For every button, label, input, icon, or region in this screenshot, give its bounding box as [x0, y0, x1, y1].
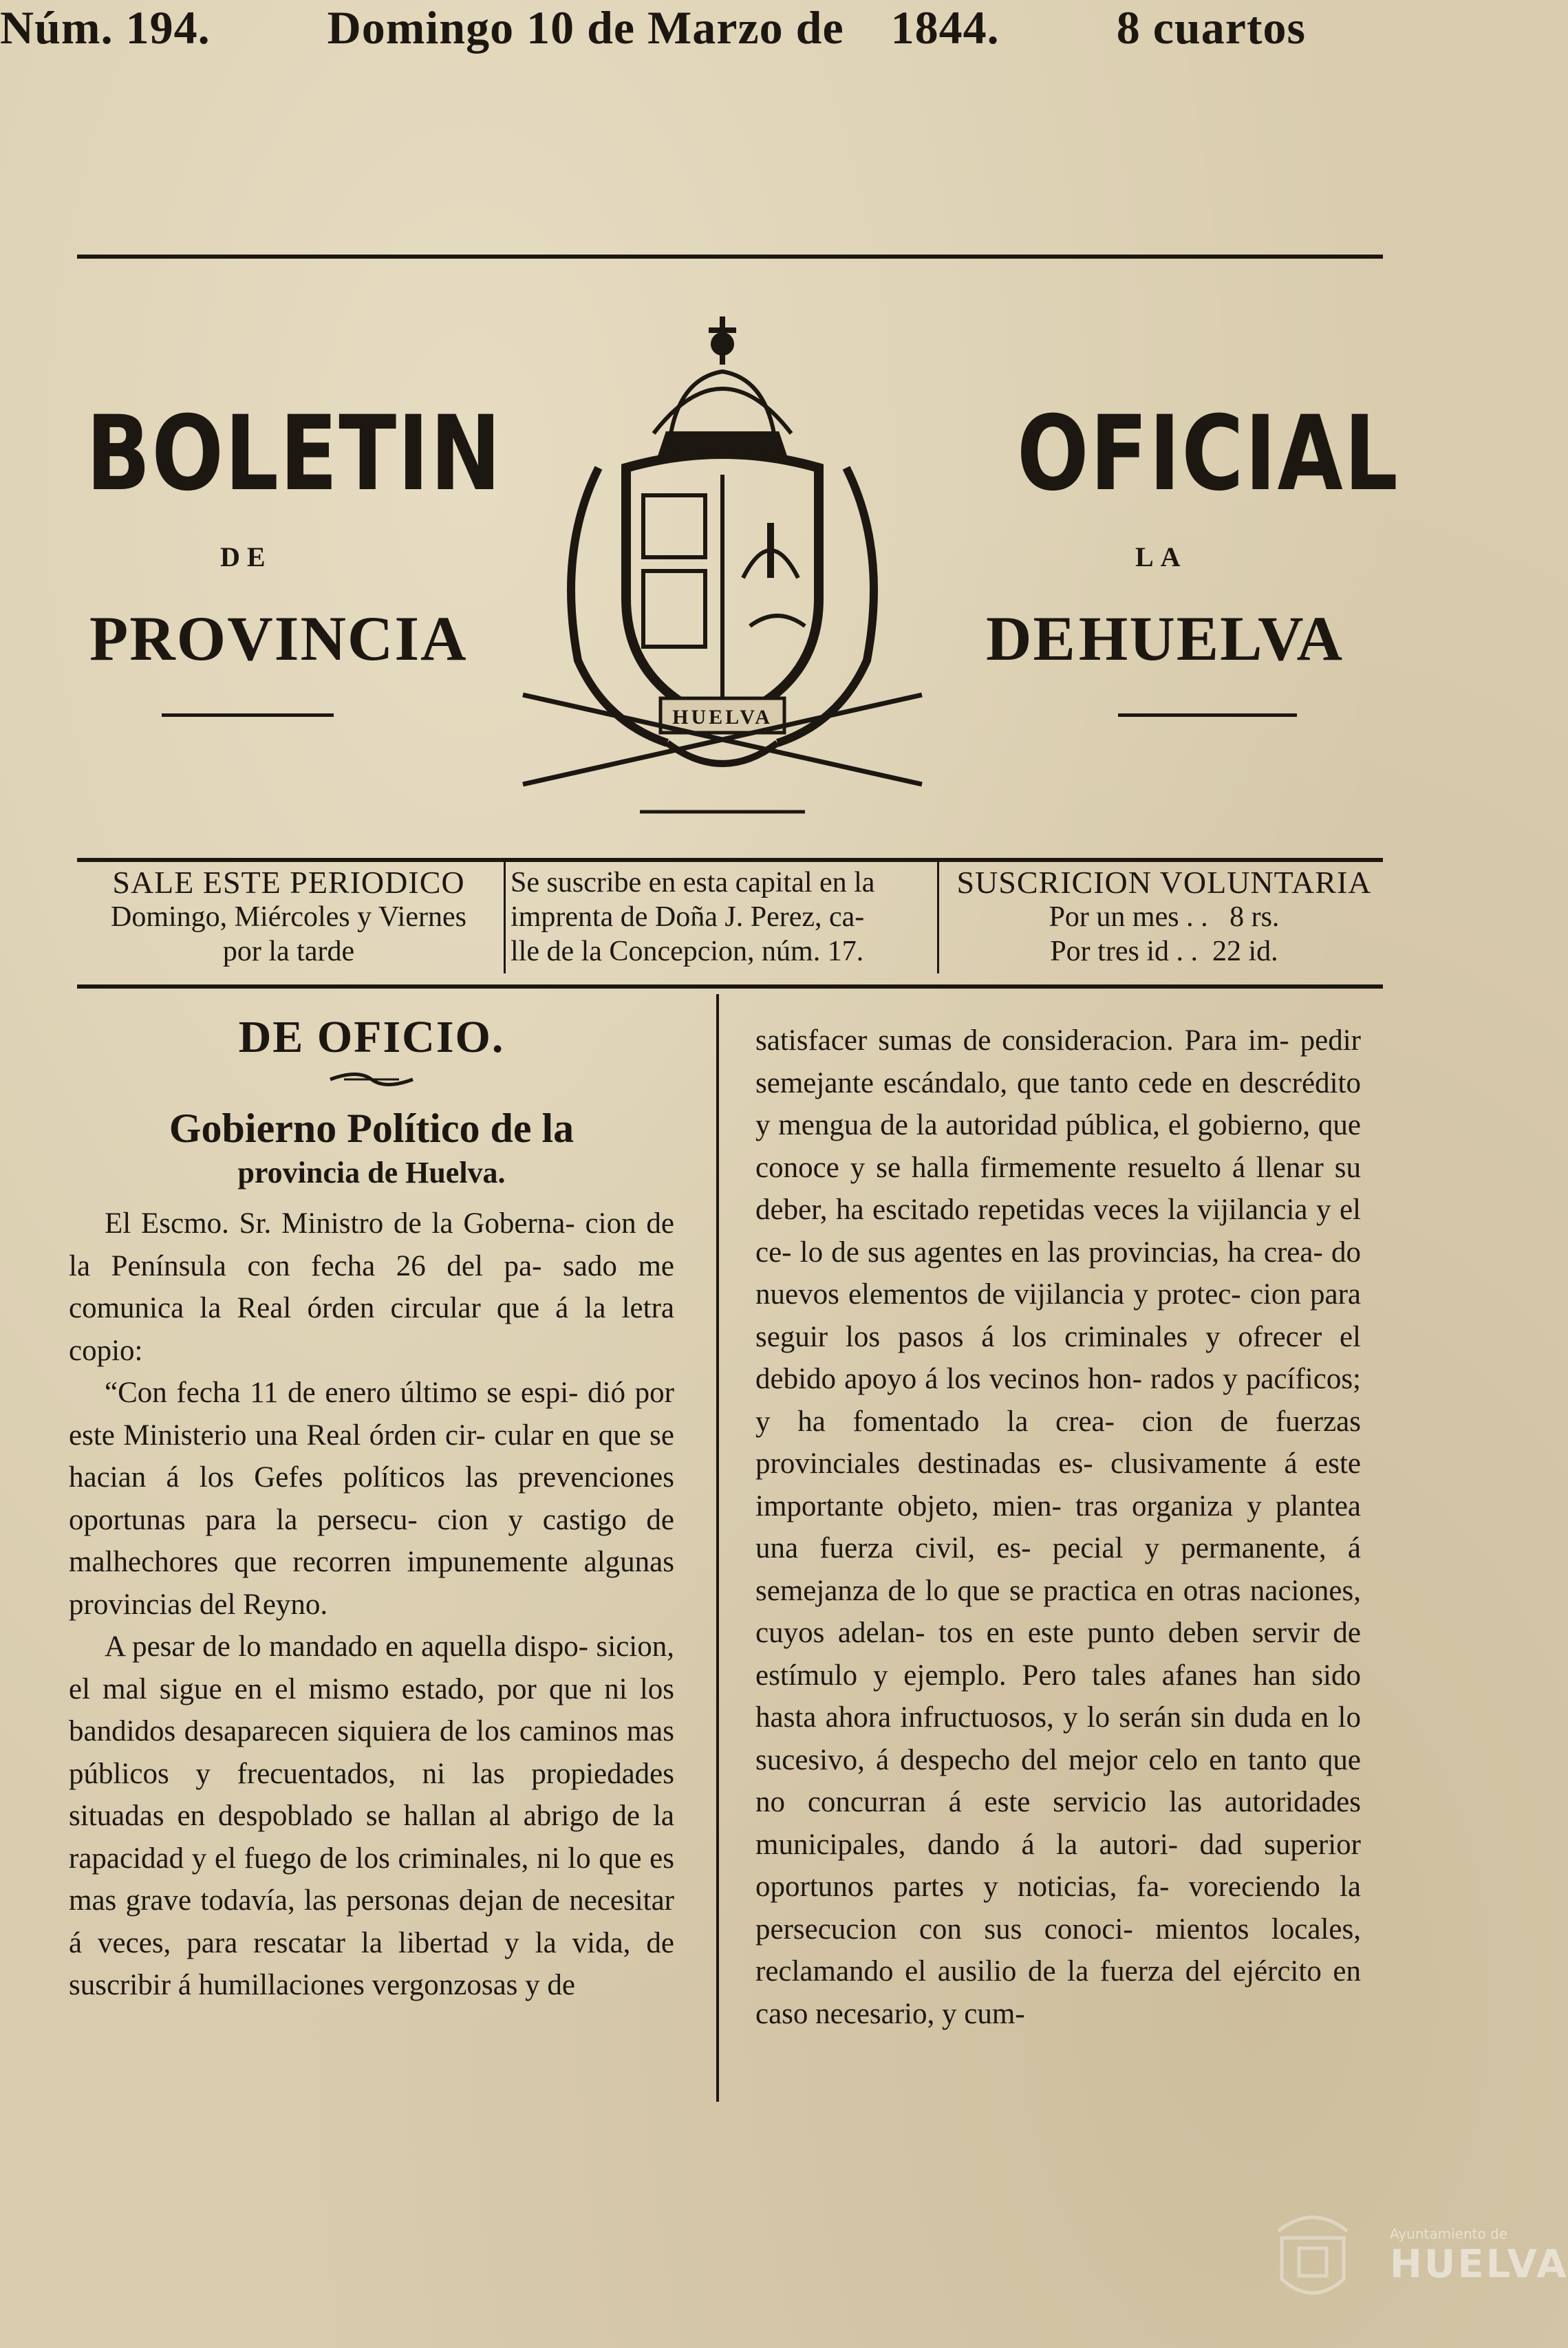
paragraph: El Escmo. Sr. Ministro de la Goberna- cion de la Península con fecha 26 del pa- sado me comunica la Real órden circular que á la letra copio: [69, 1207, 674, 1367]
issue-date-text: Domingo 10 de Marzo de [327, 1, 844, 54]
info-box-prices-head: SUSCRICION VOLUNTARIA [956, 865, 1372, 900]
issue-year: 1844. [890, 1, 1000, 54]
title-left-rule [162, 713, 334, 717]
heading-provincia: provincia de Huelva. [237, 1156, 506, 1189]
title-la-right: LA [1135, 541, 1188, 572]
column-divider [716, 994, 719, 2102]
info-box-publication [77, 865, 500, 969]
info-box-publication-line2: por la tarde [222, 936, 355, 967]
ornament-divider-icon [69, 1069, 674, 1090]
info-box-prices-line2: Por tres id . . 22 id. [1050, 936, 1278, 967]
section-title-de-oficio: DE OFICIO. [238, 1012, 505, 1062]
issue-number: Núm. 194. [0, 1, 211, 54]
title-boletin: BOLETIN [86, 394, 502, 514]
title-right-rule [1118, 713, 1297, 717]
title-de-left: DE [220, 541, 272, 572]
paragraph: “Con fecha 11 de enero último se espi- dió por este Ministerio una Real órden cir- cular en que se hacian á los Gefes políticos las prevenciones oportunas para la persecu- cion y castigo de malhechores que recorren impunemente algunas provincias del Reyno. [69, 1377, 674, 1621]
paragraph: satisfacer sumas de consideracion. Para im- pedir semejante escándalo, que tanto cede en descrédito y mengua de la autoridad pública, el gobierno, que conoce y se halla firmemente resuelto á llenar su deber, ha escitado repetidas veces la vijilancia y el ce- lo de sus agentes en las provincias, ha crea- do nuevos elementos de vijilancia y protec- cion para seguir los pasos á los criminales y ofrecer el debido apoyo á los vecinos hon- rados y pacíficos; y ha fomentado la crea- cion de fuerzas provinciales destinadas es- clusivamente á este importante objeto, mien- tras organiza y plantea una fuerza civil, es- pecial y permanente, á semejanza de lo que se practica en otras naciones, cuyos adelan- tos en este punto deben servir de estímulo y ejemplo. Pero tales afanes han sido hasta ahora infructuosos, y lo serán sin duda en lo sucesivo, á despecho del mejor celo en tanto que no concurran á este servicio las autoridades municipales, dando á la autori- dad superior oportunos partes y noticias, fa- voreciendo la persecucion con sus conoci- mientos locales, reclamando el ausilio de la fuerza del ejército en caso necesario, y cum- [755, 1024, 1361, 2030]
paragraph: A pesar de lo mandado en aquella dispo- sicion, el mal sigue en el mismo estado, por que ni los bandidos desaparecen siquiera de los caminos mas públicos y frecuentados, ni las propiedades situadas en despoblado se hallan al abrigo de la rapacidad y el fuego de los criminales, ni lo que es mas grave todavía, las personas dejan de necesitar á veces, para rescatar la libertad y la vida, de suscribir á humillaciones vergonzosas y de [69, 1630, 674, 2001]
heading-gobierno: Gobierno Político de la [169, 1106, 574, 1151]
info-box-subscription-line2: imprenta de Doña J. Perez, ca- [511, 901, 865, 933]
info-box-subscription-line1: Se suscribe en esta capital en la [511, 867, 875, 898]
emblem-ribbon-text: HUELVA [672, 706, 773, 729]
right-column [755, 1020, 1361, 2035]
info-box-subscription-line3: lle de la Concepcion, núm. 17. [511, 936, 864, 967]
left-column [69, 1011, 674, 2007]
title-oficial: OFICIAL [1017, 394, 1399, 514]
watermark-line1: Ayuntamiento de [1390, 2226, 1508, 2242]
title-de-huelva: DE HUELVA [986, 603, 1344, 674]
info-divider-2 [937, 862, 939, 973]
watermark-line2: HUELVA [1390, 2242, 1568, 2287]
issue-date [327, 1, 1000, 55]
coat-of-arms-icon [495, 303, 949, 826]
info-box-prices [944, 865, 1384, 969]
info-top-rule [77, 858, 1383, 862]
title-provincia: PROVINCIA [89, 603, 468, 674]
masthead-rule [77, 255, 1383, 259]
masthead-line [0, 0, 1306, 55]
info-box-prices-line1: Por un mes . . 8 rs. [1049, 901, 1280, 933]
left-column-body [69, 1203, 674, 2007]
info-box-publication-line1: Domingo, Miércoles y Viernes [111, 901, 466, 933]
info-divider-1 [504, 862, 506, 973]
info-box-publication-head: SALE ESTE PERIODICO [112, 865, 465, 900]
info-bottom-rule [77, 984, 1383, 989]
info-box-subscription [511, 865, 934, 969]
issue-price: 8 cuartos [1116, 1, 1306, 54]
watermark-text [1390, 2226, 1568, 2287]
